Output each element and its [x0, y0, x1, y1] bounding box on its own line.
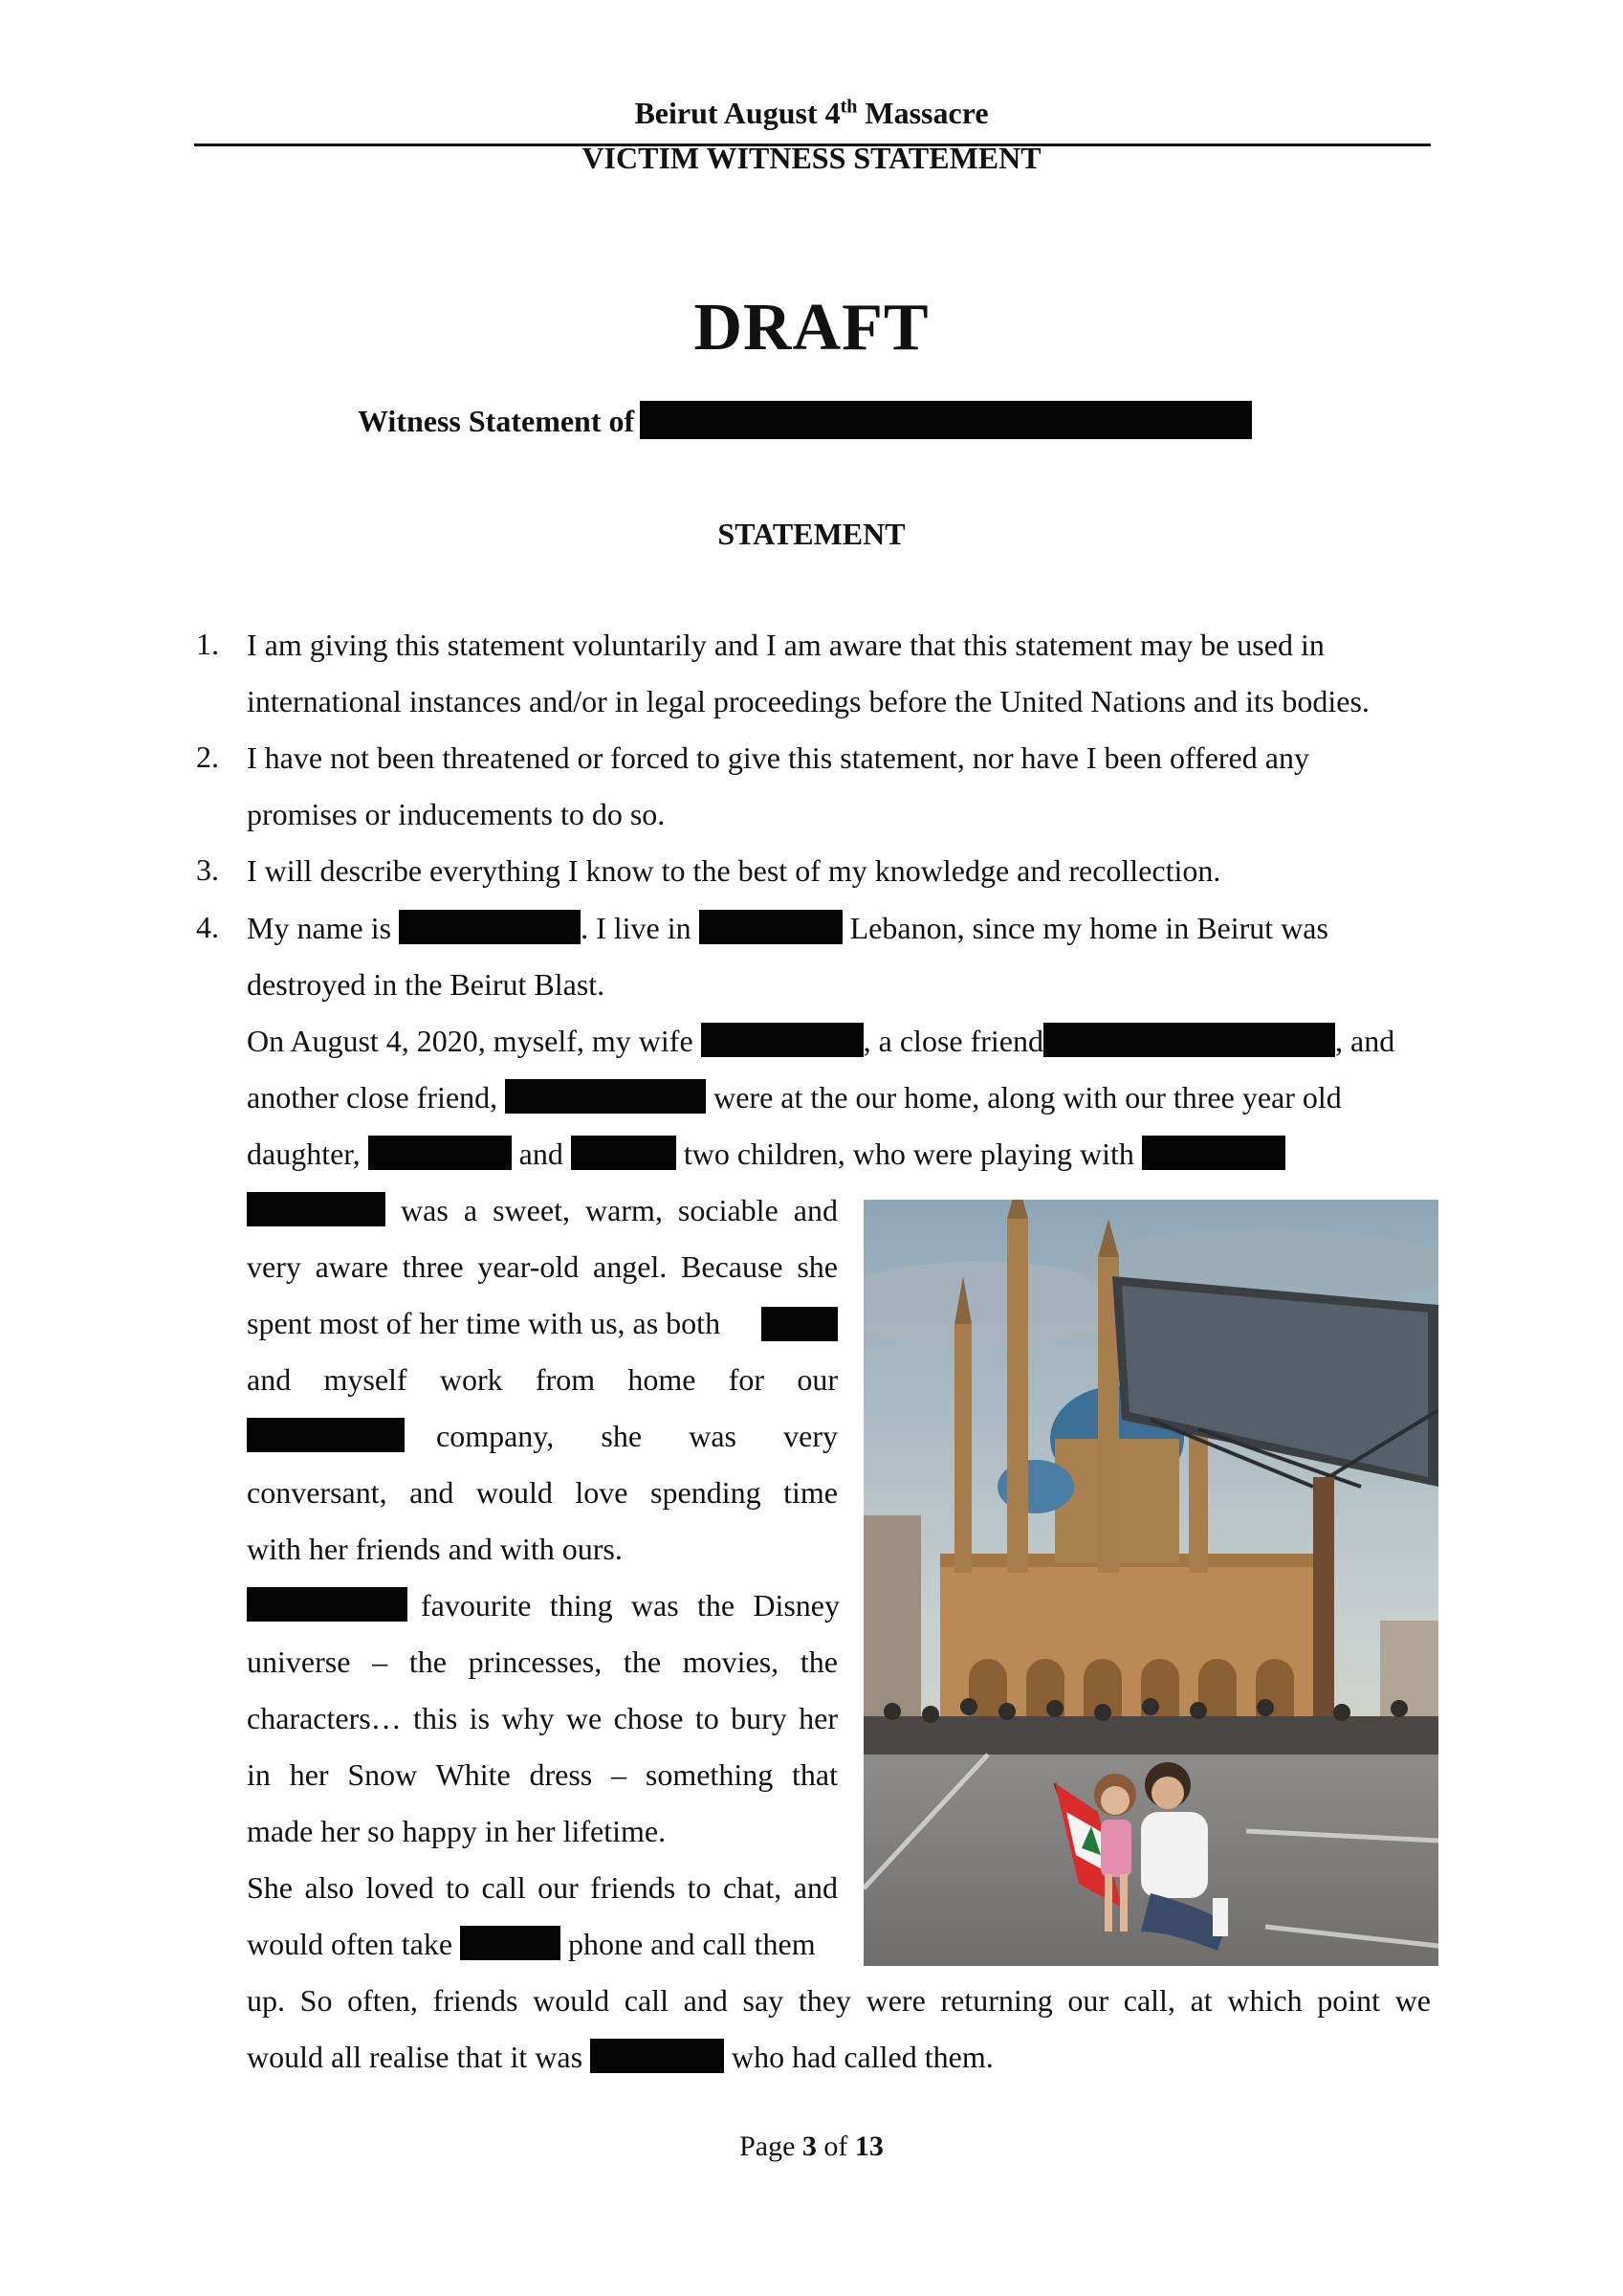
- text-span: would often take: [247, 1927, 453, 1961]
- of-word: of: [823, 2130, 848, 2162]
- redaction-block: [368, 1136, 512, 1170]
- photo-mosque-girl-flag: [864, 1200, 1438, 1966]
- text-span: . I live in: [581, 911, 691, 945]
- item-number: 4.: [196, 910, 219, 944]
- document-header-title: [0, 96, 1623, 131]
- text-span: were at the our home, along with our three year old: [713, 1080, 1342, 1115]
- redaction-block: [247, 1192, 385, 1226]
- text-span: was a sweet, warm, sociable and: [401, 1193, 839, 1227]
- page-word: Page: [739, 2130, 796, 2162]
- redaction-block: [1142, 1136, 1285, 1170]
- para-line: universe – the princesses, the movies, the: [247, 1645, 838, 1679]
- text-span: daughter,: [247, 1137, 361, 1171]
- redaction-block: [590, 2039, 724, 2073]
- para-line: characters… this is why we chose to bury her: [247, 1701, 838, 1735]
- text-span: company, she was very: [436, 1419, 838, 1453]
- para-line: [247, 1418, 838, 1454]
- para-line: conversant, and would love spending time: [247, 1475, 838, 1510]
- item-4-line-2: destroyed in the Beirut Blast.: [247, 967, 605, 1002]
- text-span: , a close friend: [863, 1024, 1043, 1058]
- text-span: would all realise that it was: [247, 2040, 583, 2074]
- redaction-block: [761, 1307, 838, 1341]
- para-line: with her friends and with ours.: [247, 1532, 623, 1566]
- para-line: and myself work from home for our: [247, 1362, 838, 1397]
- witness-statement-line: [358, 401, 1252, 439]
- text-span: On August 4, 2020, myself, my wife: [247, 1024, 693, 1058]
- header-title-end: Massacre: [857, 96, 989, 130]
- redaction-block: [505, 1079, 706, 1114]
- item-3-line-1: I will describe everything I know to the best of my knowledge and recollection.: [247, 853, 1221, 888]
- para-line: [247, 1023, 1394, 1059]
- para-line: [247, 1136, 1285, 1172]
- text-span: another close friend,: [247, 1080, 498, 1115]
- item-2-line-2: promises or inducements to do so.: [247, 797, 666, 831]
- text-span: spent most of her time with us, as both: [247, 1306, 721, 1340]
- text-span: My name is: [247, 911, 392, 945]
- para-line: [247, 1305, 838, 1341]
- redaction-block: [247, 1418, 405, 1452]
- header-title-superscript: th: [840, 96, 858, 118]
- item-1-line-1: I am giving this statement voluntarily and I am aware that this statement may be used in: [247, 628, 1325, 662]
- text-span: Lebanon, since my home in Beirut was: [849, 911, 1328, 945]
- text-span: , and: [1335, 1024, 1395, 1058]
- text-span: and: [518, 1137, 563, 1171]
- redaction-block: [247, 1587, 407, 1622]
- header-title-text: Beirut August 4: [634, 96, 841, 130]
- redaction-block: [699, 910, 843, 944]
- statement-heading: STATEMENT: [717, 517, 906, 551]
- item-number: 1.: [196, 627, 219, 661]
- page-footer: [0, 2130, 1623, 2163]
- para-line: in her Snow White dress – something that: [247, 1757, 838, 1792]
- redaction-block: [640, 401, 1252, 439]
- draft-watermark-title: DRAFT: [693, 291, 930, 364]
- para-line: [247, 1587, 838, 1623]
- para-line: [247, 2039, 994, 2075]
- para-line: [247, 1192, 838, 1228]
- redaction-block: [571, 1136, 676, 1170]
- text-span: two children, who were playing with: [683, 1137, 1134, 1171]
- item-number: 3.: [196, 852, 219, 887]
- para-line: [247, 1079, 1342, 1115]
- text-span: who had called them.: [732, 2040, 994, 2074]
- page-total: 13: [854, 2130, 884, 2162]
- text-span: favourite thing was the Disney: [421, 1588, 840, 1623]
- item-2-line-1: I have not been threatened or forced to give this statement, nor have I been offered any: [247, 740, 1309, 775]
- para-line: very aware three year-old angel. Because she: [247, 1249, 838, 1284]
- witness-label: Witness Statement of: [358, 404, 635, 438]
- text-span: phone and call them: [568, 1927, 816, 1961]
- item-4-line-1: [247, 910, 1328, 946]
- para-line: up. So often, friends would call and say they were returning our call, at which point we: [247, 1983, 1431, 2018]
- document-header-subtitle: VICTIM WITNESS STATEMENT: [581, 141, 1042, 175]
- redaction-block: [701, 1023, 864, 1057]
- redaction-block: [1043, 1023, 1335, 1057]
- para-line: [247, 1926, 838, 1962]
- page-number: 3: [801, 2130, 817, 2162]
- redaction-block: [460, 1926, 560, 1960]
- para-line: She also loved to call our friends to chat, and: [247, 1870, 838, 1905]
- item-number: 2.: [196, 740, 219, 774]
- redaction-block: [399, 910, 581, 944]
- para-line: made her so happy in her lifetime.: [247, 1814, 667, 1848]
- item-1-line-2: international instances and/or in legal proceedings before the United Nations and its bodies.: [247, 684, 1370, 718]
